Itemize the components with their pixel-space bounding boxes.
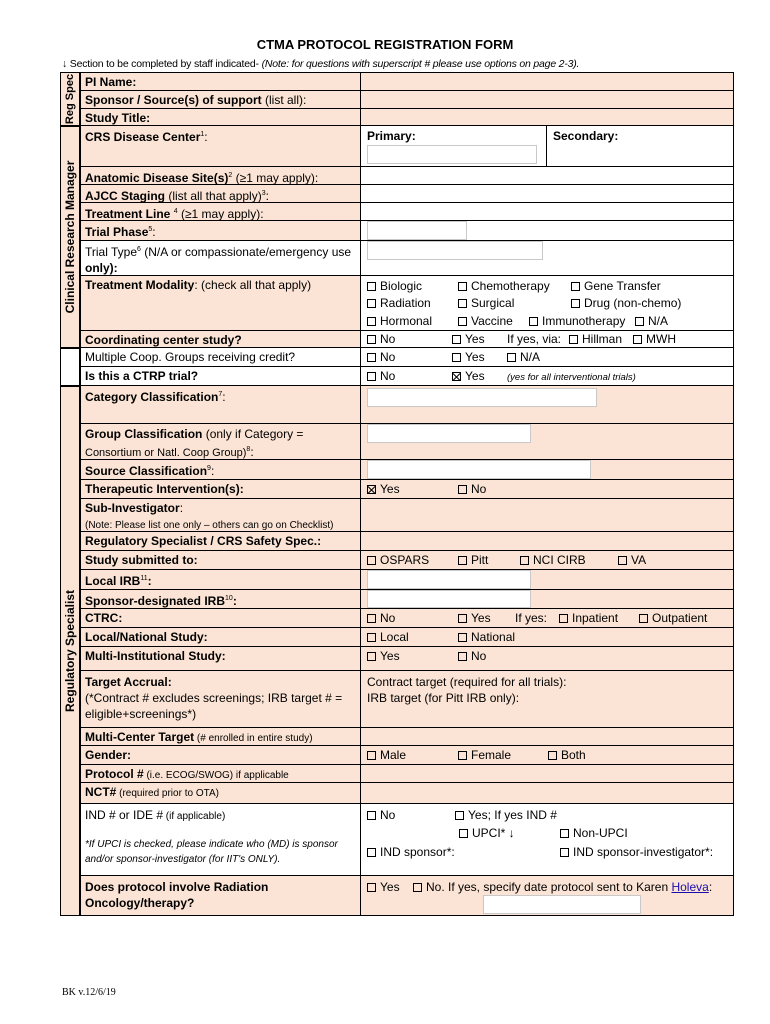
coord-if-yes: If yes, via: <box>507 332 562 346</box>
row-sponsor-irb: Sponsor-designated IRB$^{10}$: <box>80 590 734 609</box>
row-multi-inst: Multi-Institutional Study: Yes No <box>80 647 734 671</box>
row-local-natl: Local/National Study: Local National <box>80 628 734 647</box>
primary-input[interactable] <box>367 145 537 164</box>
pi-name-input[interactable] <box>361 73 733 90</box>
study-title-input[interactable] <box>361 109 733 125</box>
row-coord: Coordinating center study? No Yes If yes, via: Hillman MWH <box>80 331 734 348</box>
row-multi-center: Multi-Center Target (# enrolled in entire study) <box>80 728 734 746</box>
section-regulatory: Regulatory Specialist <box>60 386 80 916</box>
group-input[interactable] <box>367 424 531 443</box>
female-checkbox[interactable]: Female <box>458 747 511 763</box>
ctrc-if-yes: If yes: <box>515 611 548 625</box>
therapeutic-no-checkbox[interactable]: No <box>458 481 486 497</box>
section-crm: Clinical Research Manager <box>60 126 80 348</box>
row-trial-type: Trial Type$^6$ (N/A or compassionate/emergency use only): <box>80 241 734 276</box>
regspec-input[interactable] <box>361 532 733 550</box>
row-treatment-line: Treatment Line $^4$ (≥1 may apply): <box>80 203 734 221</box>
national-checkbox[interactable]: National <box>458 629 515 645</box>
row-source: Source Classification$^9$: <box>80 460 734 480</box>
row-group: Group Classification (only if Category = Consortium or Natl. Coop Group)$^8$: <box>80 424 734 460</box>
ind-spinv-checkbox[interactable]: IND sponsor-investigator*: <box>560 844 713 860</box>
ind-sponsor-checkbox[interactable]: IND sponsor*: <box>367 844 455 860</box>
ctrp-note: (yes for all interventional trials) <box>507 372 636 383</box>
na-checkbox[interactable]: N/A <box>635 313 668 329</box>
category-input[interactable] <box>367 388 597 407</box>
row-ctrc: CTRC: No Yes If yes: Inpatient Outpatient <box>80 609 734 628</box>
protocol-input[interactable] <box>361 765 733 782</box>
row-ind: IND # or IDE # (if applicable) *If UPCI is checked, please indicate who (MD) is sponsor and/or sponsor-investigator (for IIT's ONLY). No Yes; If yes IND # UPCI* ↓ Non-UPCI IND sponsor*: IND sponsor-investigator*: <box>80 804 734 876</box>
coord-yes-checkbox[interactable]: Yes <box>452 331 485 347</box>
non-upci-checkbox[interactable]: Non-UPCI <box>560 825 628 841</box>
trial-type-input[interactable] <box>367 241 543 260</box>
nct-input[interactable] <box>361 783 733 803</box>
outpatient-checkbox[interactable]: Outpatient <box>639 610 707 626</box>
ctrp-yes-checkbox[interactable]: Yes <box>452 368 485 384</box>
multi-center-input[interactable] <box>361 728 733 745</box>
multi-inst-no-checkbox[interactable]: No <box>458 648 486 664</box>
surgical-checkbox[interactable]: Surgical <box>458 295 514 311</box>
primary-label: Primary: <box>367 129 416 143</box>
coord-no-checkbox[interactable]: No <box>367 331 395 347</box>
coop-yes-checkbox[interactable]: Yes <box>452 349 485 365</box>
coop-na-checkbox[interactable]: N/A <box>507 349 540 365</box>
ctrc-yes-checkbox[interactable]: Yes <box>458 610 491 626</box>
rad-date-input[interactable] <box>483 895 641 914</box>
ind-note: *If UPCI is checked, please indicate who (MD) is sponsor and/or sponsor-investigator (for IIT's ONLY). <box>85 839 338 865</box>
row-submitted: Study submitted to: OSPARS Pitt NCI CIRB VA <box>80 551 734 570</box>
row-local-irb: Local IRB$^{11}$: <box>80 570 734 590</box>
drug-checkbox[interactable]: Drug (non-chemo) <box>571 295 681 311</box>
row-ctrp: Is this a CTRP trial? No Yes (yes for all interventional trials) <box>80 367 734 386</box>
rad-yes-checkbox[interactable]: Yes <box>367 879 400 895</box>
contract-target-label: Contract target (required for all trials): <box>367 675 567 689</box>
therapeutic-yes-checkbox[interactable]: Yes <box>367 481 400 497</box>
row-pi-name: PI Name: <box>80 72 734 91</box>
local-irb-input[interactable] <box>367 570 531 589</box>
section-reg-spec: Reg Spec <box>60 72 80 126</box>
gene-checkbox[interactable]: Gene Transfer <box>571 278 661 294</box>
section-note: ↓ Section to be completed by staff indicated- (Note: for questions with superscript # please use options on page 2-3). <box>62 58 580 70</box>
row-nct: NCT# (required prior to OTA) <box>80 783 734 804</box>
anatomic-input[interactable] <box>361 167 733 184</box>
hormonal-checkbox[interactable]: Hormonal <box>367 313 432 329</box>
multi-inst-yes-checkbox[interactable]: Yes <box>367 648 400 664</box>
trial-phase-input[interactable] <box>367 221 467 240</box>
rad-no-checkbox[interactable]: No. If yes, specify date protocol sent to Karen Holeva: <box>413 879 712 895</box>
nci-cirb-checkbox[interactable]: NCI CIRB <box>520 552 586 568</box>
row-regspec: Regulatory Specialist / CRS Safety Spec.: <box>80 532 734 551</box>
version-footer: BK v.12/6/19 <box>62 987 116 998</box>
sponsor-input[interactable] <box>361 91 733 108</box>
row-subinv: Sub-Investigator: (Note: Please list one only – others can go on Checklist) <box>80 499 734 532</box>
hillman-checkbox[interactable]: Hillman <box>569 331 622 347</box>
immuno-checkbox[interactable]: Immunotherapy <box>529 313 625 329</box>
row-protocol: Protocol # (i.e. ECOG/SWOG) if applicable <box>80 765 734 783</box>
row-category: Category Classification$^7$: <box>80 386 734 424</box>
row-gender: Gender: Male Female Both <box>80 746 734 765</box>
upci-checkbox[interactable]: UPCI* ↓ <box>459 825 515 841</box>
both-checkbox[interactable]: Both <box>548 747 586 763</box>
radiation-checkbox[interactable]: Radiation <box>367 295 431 311</box>
subinv-input[interactable] <box>361 499 733 531</box>
section-blank <box>60 348 80 386</box>
coop-no-checkbox[interactable]: No <box>367 349 395 365</box>
row-anatomic: Anatomic Disease $Site(s)^2$ (≥1 may apply): <box>80 167 734 185</box>
chemo-checkbox[interactable]: Chemotherapy <box>458 278 550 294</box>
sponsor-irb-input[interactable] <box>367 590 531 608</box>
row-target: Target Accrual: (*Contract # excludes screenings; IRB target # = eligible+screenings*) Contract target (required for all trials): IRB target (for Pitt IRB only): <box>80 671 734 728</box>
inpatient-checkbox[interactable]: Inpatient <box>559 610 618 626</box>
vaccine-checkbox[interactable]: Vaccine <box>458 313 513 329</box>
male-checkbox[interactable]: Male <box>367 747 406 763</box>
row-study-title: Study Title: <box>80 109 734 126</box>
mwh-checkbox[interactable]: MWH <box>633 331 676 347</box>
row-modality: Treatment Modality: (check all that apply) Biologic Chemotherapy Gene Transfer Radiation Surgical Drug (non-chemo) Hormonal Vaccine Immunotherapy N/A <box>80 276 734 331</box>
irb-target-label: IRB target (for Pitt IRB only): <box>367 691 520 705</box>
row-sponsor: Sponsor / Source(s) of support (list all): <box>80 91 734 109</box>
local-checkbox[interactable]: Local <box>367 629 409 645</box>
treatment-line-input[interactable] <box>361 203 733 220</box>
va-checkbox[interactable]: VA <box>618 552 646 568</box>
source-input[interactable] <box>367 460 591 479</box>
row-multi-coop: Multiple Coop. Groups receiving credit? No Yes N/A <box>80 348 734 367</box>
holeva-link[interactable]: Holeva <box>671 880 709 894</box>
ospars-checkbox[interactable]: OSPARS <box>367 552 429 568</box>
ctrp-no-checkbox[interactable]: No <box>367 368 395 384</box>
biologic-checkbox[interactable]: Biologic <box>367 278 422 294</box>
row-therapeutic: Therapeutic Intervention(s): Yes No <box>80 480 734 499</box>
secondary-label: Secondary: <box>553 129 619 143</box>
row-ajcc: AJCC Staging (list all that apply)$^3$: <box>80 185 734 203</box>
row-trial-phase: Trial Phase$^5$: <box>80 221 734 241</box>
row-radiation: Does protocol involve Radiation Oncology/therapy? Yes No. If yes, specify date protocol sent to Karen Holeva: <box>80 876 734 916</box>
row-crs: CRS Disease Center$^1$: Primary: Secondary: <box>80 126 734 167</box>
ajcc-input[interactable] <box>361 185 733 202</box>
form-title: CTMA PROTOCOL REGISTRATION FORM <box>256 37 514 52</box>
ctrc-no-checkbox[interactable]: No <box>367 610 395 626</box>
ind-no-checkbox[interactable]: No <box>367 807 395 823</box>
ind-yes-checkbox[interactable]: Yes; If yes IND # <box>455 807 557 823</box>
pitt-checkbox[interactable]: Pitt <box>458 552 488 568</box>
